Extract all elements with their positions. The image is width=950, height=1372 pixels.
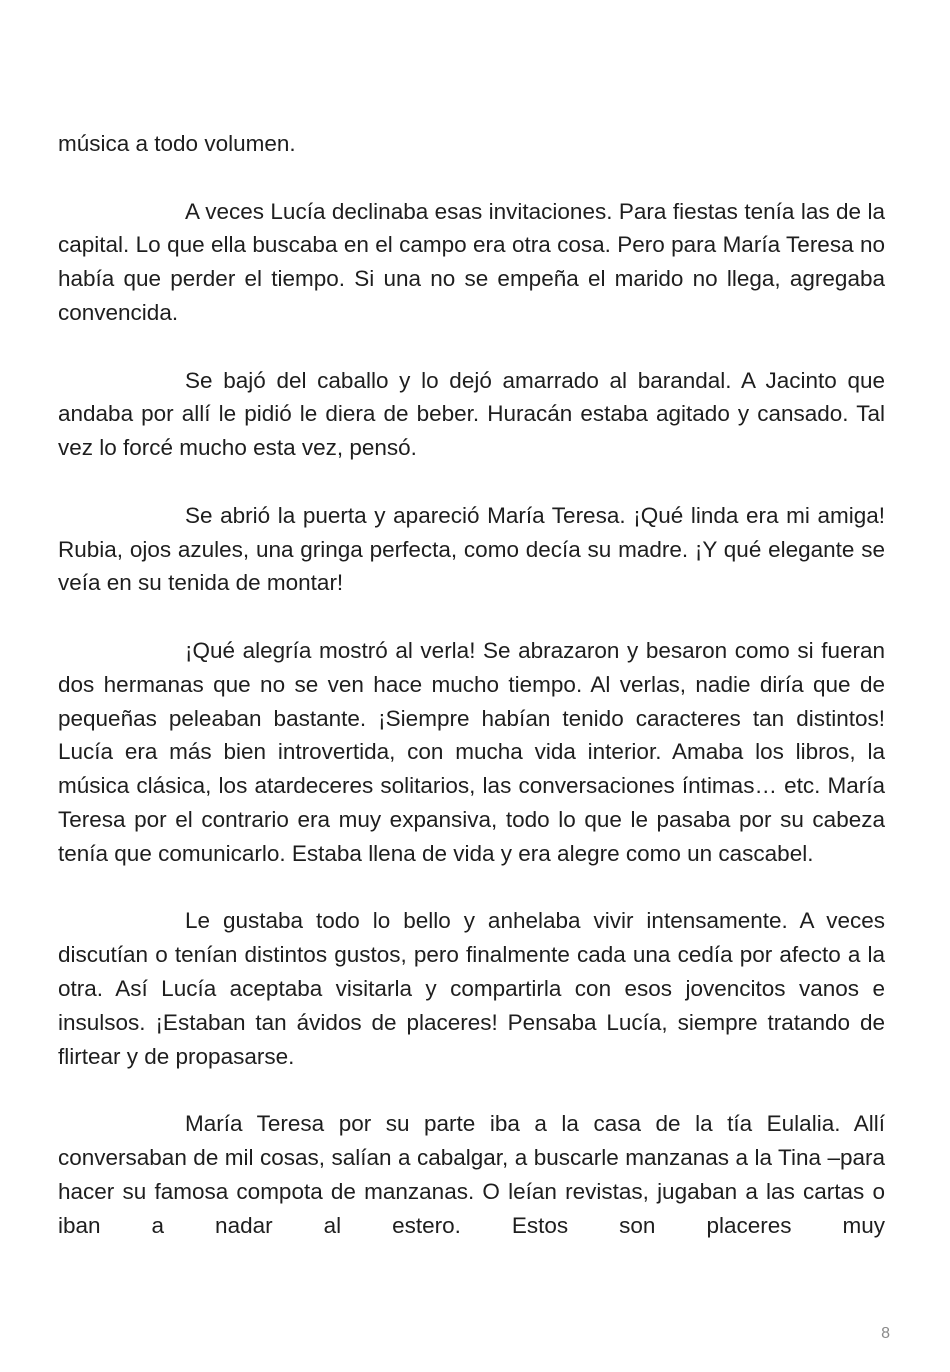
paragraph: música a todo volumen.: [58, 131, 296, 156]
paragraph: Se bajó del caballo y lo dejó amarrado al barandal. A Jacinto que andaba por allí le pidió le diera de beber. Huracán estaba agitado y cansado. Tal vez lo forcé mucho esta vez, pensó.: [58, 367, 885, 461]
paragraph: ¡Qué alegría mostró al verla! Se abrazaron y besaron como si fueran dos hermanas que no se ven hace mucho tiempo. Al verlas, nadie diría que de pequeñas peleaban bastante. ¡Siempre habían tenido caracteres tan distintos! Lucía era más bien introvertida, con mucha vida interior. Amaba los libros, la música clásica, los atardeceres solitarios, las conversaciones íntimas… etc. María Teresa por el contrario era muy expansiva, todo lo que le pasaba por su cabeza tenía que comunicarlo. Estaba llena de vida y era alegre como un cascabel.: [58, 637, 885, 866]
paragraph: María Teresa por su parte iba a la casa de la tía Eulalia. Allí conversaban de mil cosas, salían a cabalgar, a buscarle manzanas a la Tina –para hacer su famosa compota de manzanas. O leían revistas, jugaban a las cartas o iban a nadar al estero. Estos son placeres muy: [58, 1111, 885, 1238]
paragraph: Le gustaba todo lo bello y anhelaba vivir intensamente. A veces discutían o tenían distintos gustos, pero finalmente cada una cedía por afecto a la otra. Así Lucía aceptaba visitarla y compartirla con esos jovencitos vanos e insulsos. ¡Estaban tan ávidos de placeres! Pensaba Lucía, siempre tratando de flirtear y de propasarse.: [58, 908, 885, 1069]
paragraph: Se abrió la puerta y apareció María Teresa. ¡Qué linda era mi amiga! Rubia, ojos azules, una gringa perfecta, como decía su madre. ¡Y qué elegante se veía en su tenida de montar!: [58, 502, 885, 596]
page-number: 8: [881, 1325, 890, 1342]
body-text: [58, 127, 885, 1242]
paragraph: A veces Lucía declinaba esas invitaciones. Para fiestas tenía las de la capital. Lo que ella buscaba en el campo era otra cosa. Pero para María Teresa no había que perder el tiempo. Si una no se empeña el marido no llega, agregaba convencida.: [58, 198, 885, 325]
